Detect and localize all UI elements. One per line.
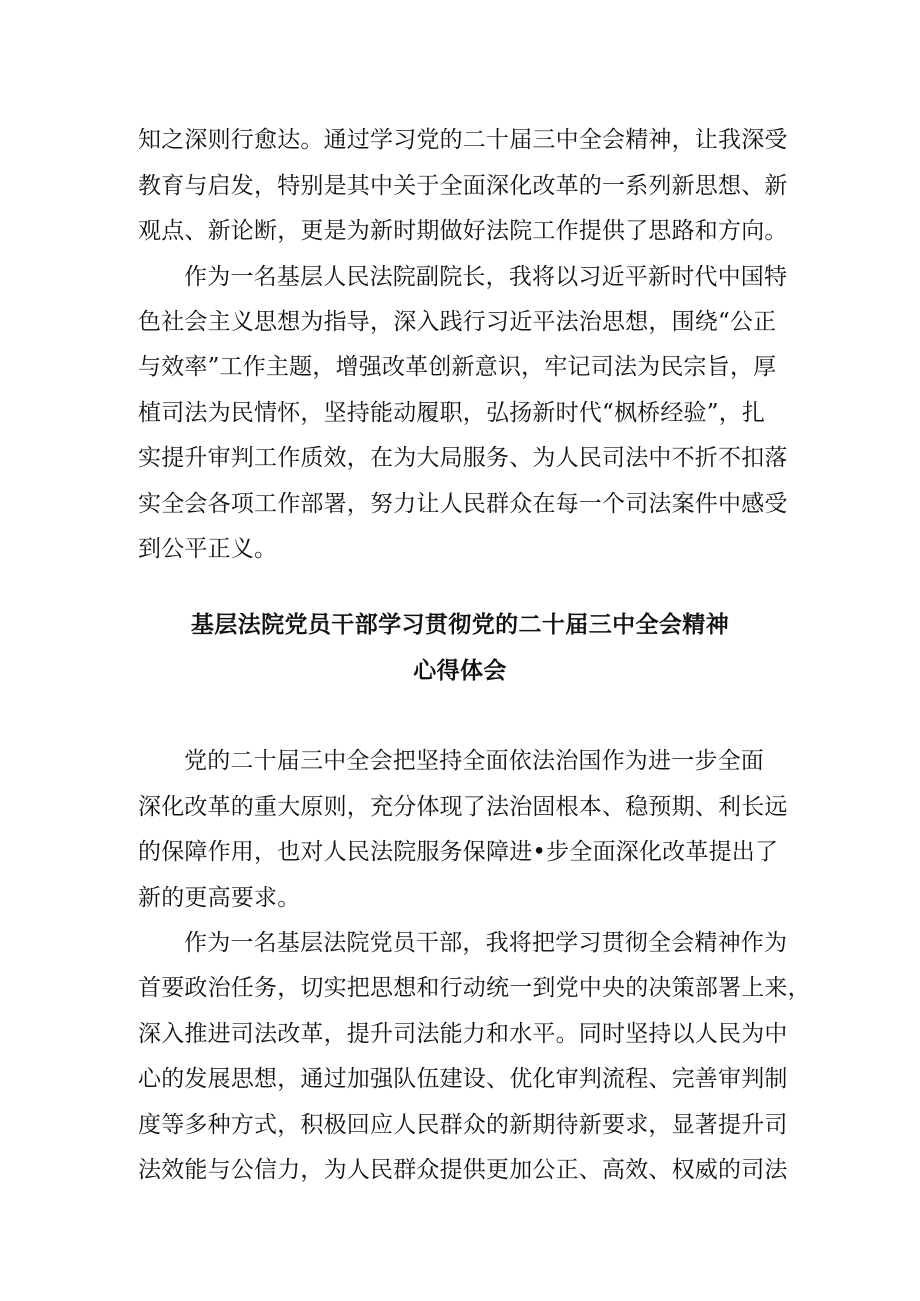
paragraph-line: 心的发展思想，通过加强队伍建设、优化审判流程、完善审判制 [138,1066,788,1092]
paragraph-line: 实全会各项工作部署，努力让人民群众在每一个司法案件中感受 [138,491,788,517]
paragraph-line: 首要政治任务，切实把思想和行动统一到党中央的决策部署上来， [138,975,811,1001]
paragraph-line: 作为一名基层法院党员干部，我将把学习贯彻全会精神作为 [184,930,788,956]
paragraph-line: 法效能与公信力，为人民群众提供更加公正、高效、权威的司法 [138,1157,788,1183]
paragraph-line: 观点、新论断，更是为新时期做好法院工作提供了思路和方向。 [138,218,788,244]
section-title: 基层法院党员干部学习贯彻党的二十届三中全会精神 [190,611,730,638]
paragraph-line: 作为一名基层人民法院副院长，我将以习近平新时代中国特 [184,264,788,290]
section-subtitle: 心得体会 [413,657,507,684]
paragraph-line: 深化改革的重大原则，充分体现了法治固根本、稳预期、利长远 [138,794,788,820]
paragraph-line: 实提升审判工作质效，在为大局服务、为人民司法中不折不扣落 [138,445,788,471]
paragraph-line: 党的二十届三中全会把坚持全面依法治国作为进一步全面 [184,748,764,774]
paragraph-line: 教育与启发，特别是其中关于全面深化改革的一系列新思想、新 [138,173,788,199]
paragraph-line: 植司法为民情怀，坚持能动履职，弘扬新时代“枫桥经验”，扎 [138,400,766,426]
paragraph-line: 新的更高要求。 [138,885,301,911]
paragraph-line: 度等多种方式，积极回应人民群众的新期待新要求，显著提升司 [138,1112,788,1138]
paragraph-line: 与效率”工作主题，增强改革创新意识，牢记司法为民宗旨，厚 [138,354,777,380]
paragraph-line: 知之深则行愈达。通过学习党的二十届三中全会精神，让我深受 [138,127,788,153]
paragraph-line: 的保障作用，也对人民法院服务保障进•步全面深化改革提出了 [138,839,779,865]
paragraph-line: 色社会主义思想为指导，深入践行习近平法治思想，围绕“公正 [138,309,777,335]
paragraph-line: 深入推进司法改革，提升司法能力和水平。同时坚持以人民为中 [138,1021,788,1047]
paragraph-line: 到公平正义。 [138,536,278,562]
